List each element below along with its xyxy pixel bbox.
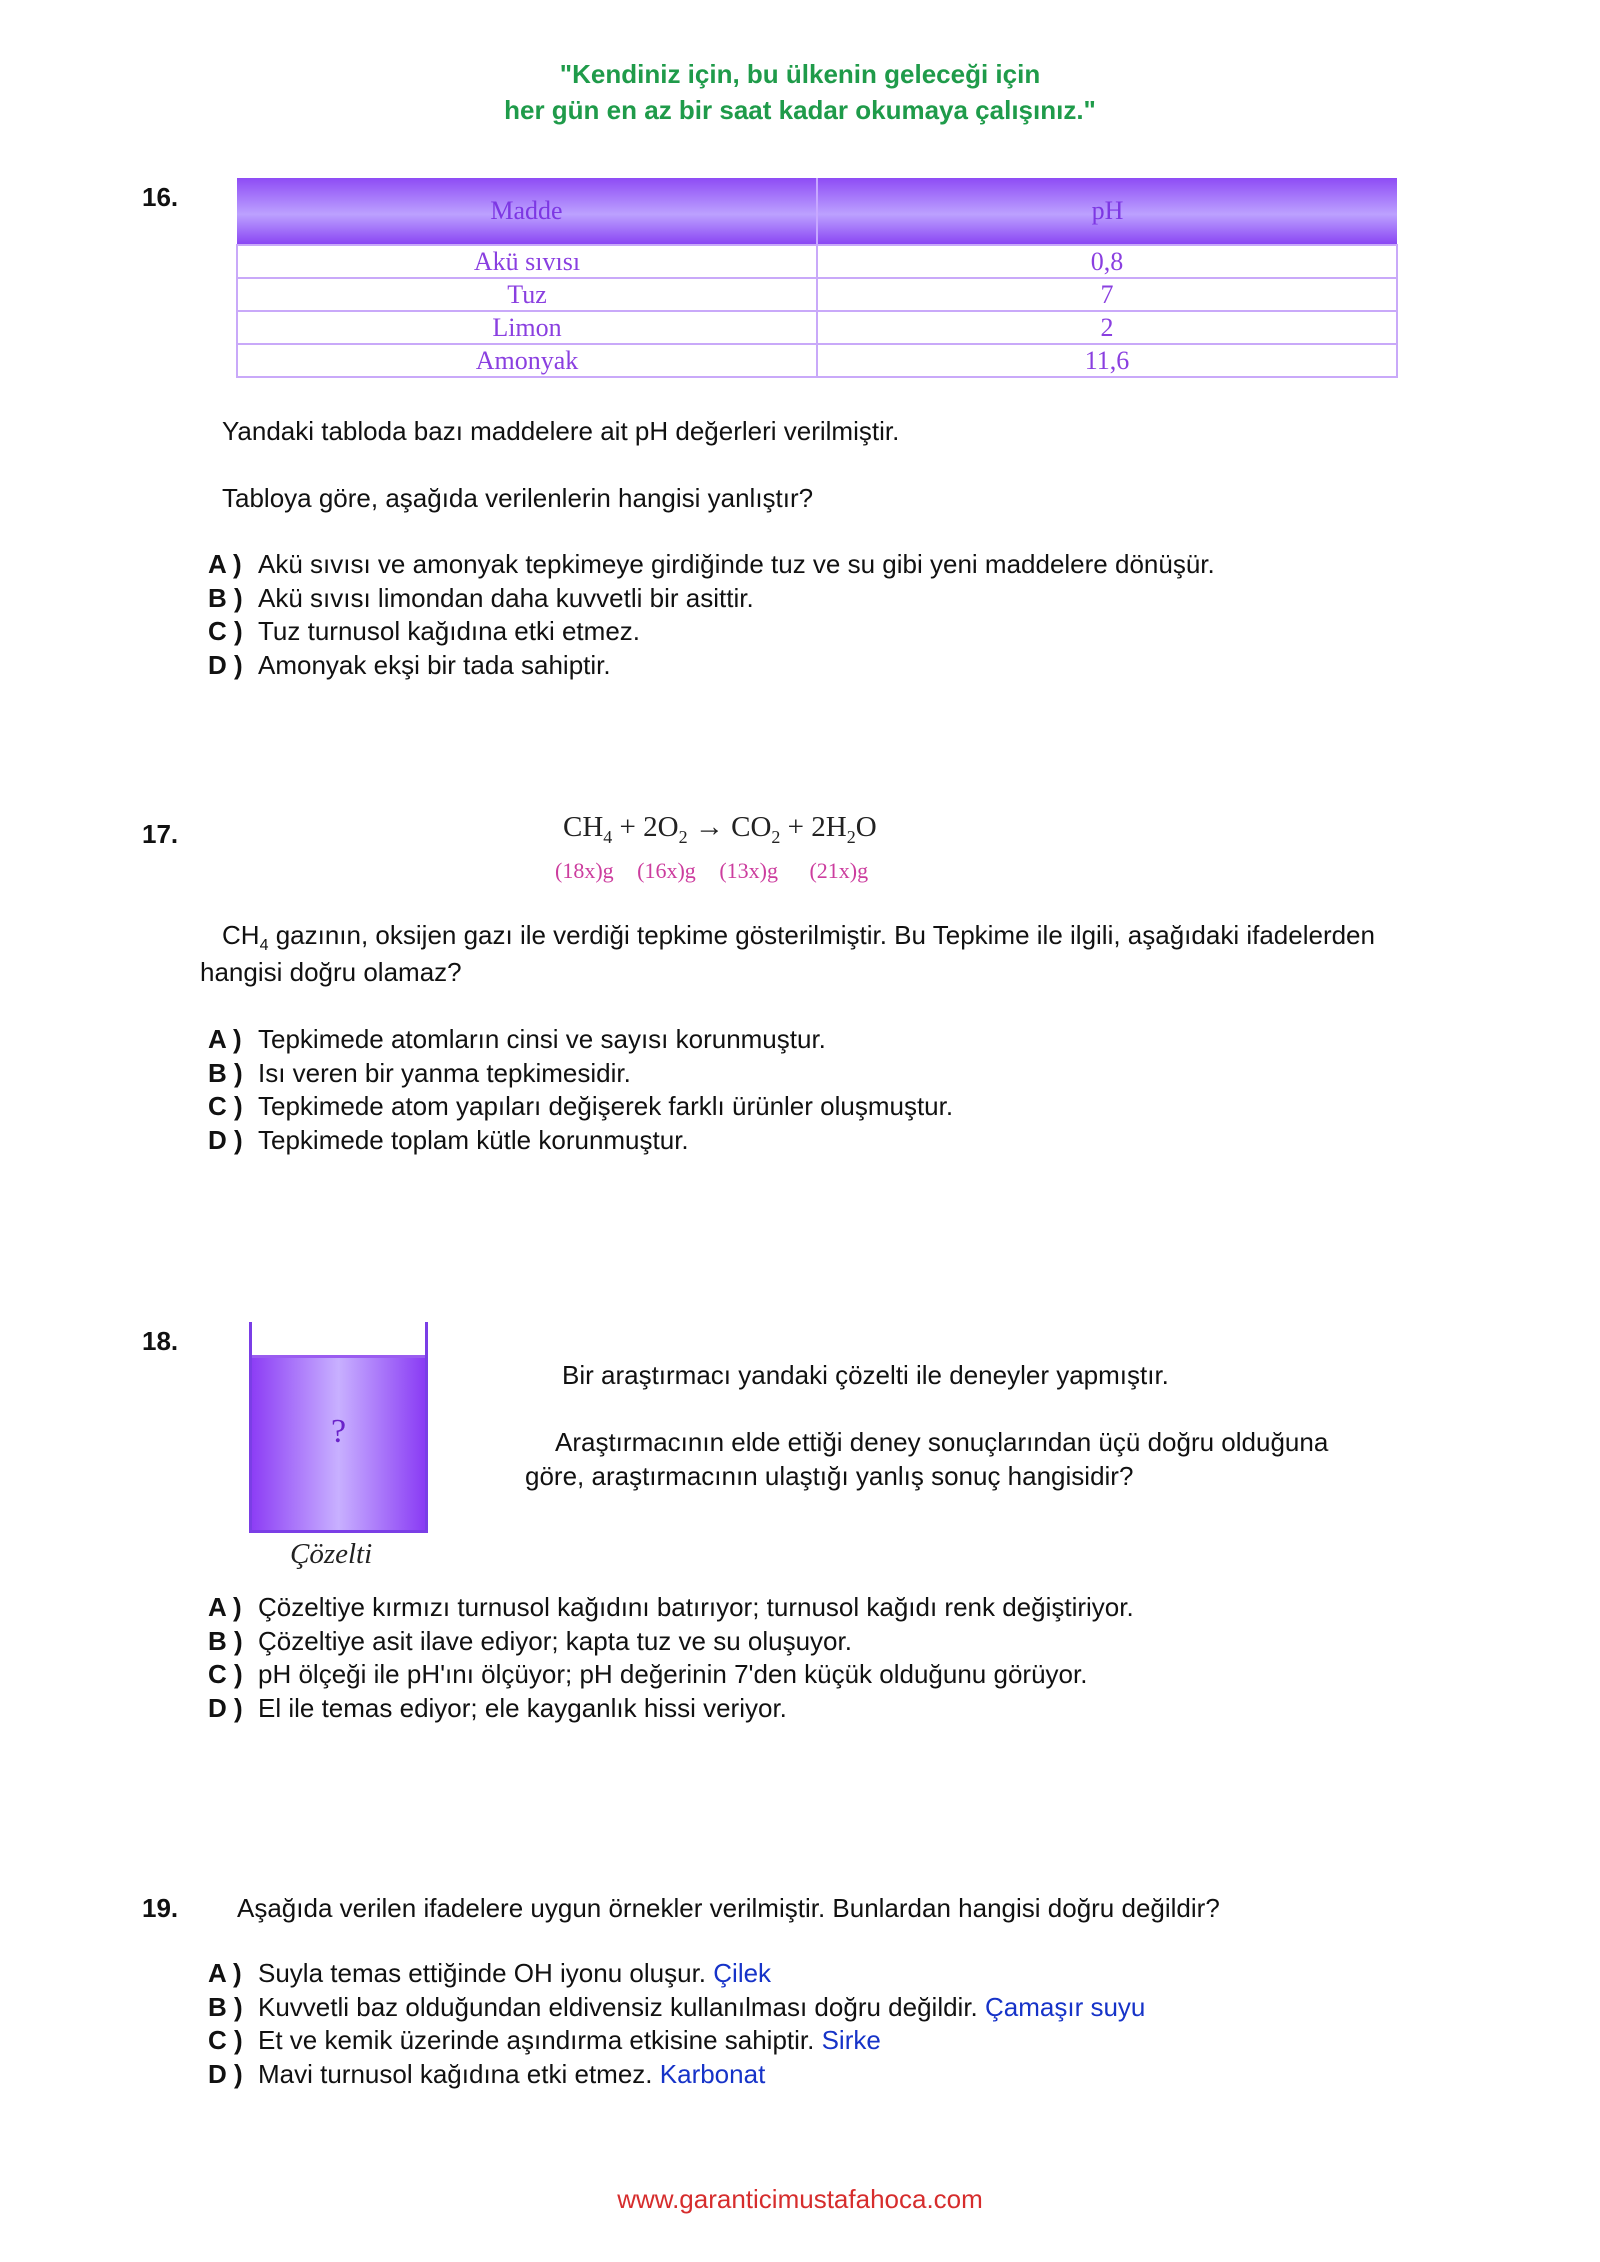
table-cell: 2 xyxy=(817,311,1397,344)
option-letter: B ) xyxy=(208,1991,243,2022)
option-letter: A ) xyxy=(208,549,242,579)
option-text: Tepkimede atom yapıları değişerek farklı ürünler oluşmuştur. xyxy=(258,1091,954,1121)
option-d[interactable] xyxy=(208,1124,953,1158)
option-text: Mavi turnusol kağıdına etki etmez. xyxy=(258,2058,653,2089)
option-text: Tuz turnusol kağıdına etki etmez. xyxy=(258,616,641,646)
option-d[interactable] xyxy=(208,1692,1134,1726)
question-18-prompt-line1: Araştırmacının elde ettiği deney sonuçlarından üçü doğru olduğuna xyxy=(555,1427,1329,1457)
motto-line-2: her gün en az bir saat kadar okumaya çalışınız." xyxy=(504,95,1096,125)
eq-term: + 2O xyxy=(619,811,679,843)
solution-liquid xyxy=(252,1355,425,1530)
option-letter: C ) xyxy=(208,2025,243,2055)
beaker xyxy=(249,1322,428,1533)
option-text: pH ölçeği ile pH'ını ölçüyor; pH değerinin 7'den küçük olduğunu görüyor. xyxy=(258,1659,1088,1689)
option-a[interactable] xyxy=(208,1957,1145,1991)
option-c[interactable] xyxy=(208,1090,953,1124)
question-18-number: 18. xyxy=(142,1326,179,1356)
option-letter: B ) xyxy=(208,582,243,613)
option-c[interactable] xyxy=(208,2024,1145,2058)
option-text: Çözeltiye asit ilave ediyor; kapta tuz ve su oluşuyor. xyxy=(258,1625,852,1656)
option-a[interactable] xyxy=(208,1023,953,1057)
option-b[interactable] xyxy=(208,1057,953,1091)
unknown-mark: ? xyxy=(330,1413,347,1450)
formula-sub: 4 xyxy=(259,937,269,955)
option-b[interactable] xyxy=(208,1991,1145,2025)
eq-sub: 4 xyxy=(603,826,613,847)
option-a[interactable] xyxy=(208,548,1215,582)
option-example: Çamaşır suyu xyxy=(985,1991,1146,2022)
table-cell: Limon xyxy=(237,311,817,344)
question-19-number: 19. xyxy=(142,1893,179,1923)
question-17-number: 17. xyxy=(142,819,179,849)
option-b[interactable] xyxy=(208,582,1215,616)
eq-term: + 2H xyxy=(787,811,847,843)
question-19-options xyxy=(208,1957,1145,2091)
table-row xyxy=(237,311,1397,344)
table-cell: 0,8 xyxy=(817,245,1397,278)
eq-term: O xyxy=(855,811,877,843)
question-17-text-line2: hangisi doğru olamaz? xyxy=(200,957,462,987)
option-b[interactable] xyxy=(208,1625,1134,1659)
question-19-text: Aşağıda verilen ifadelere uygun örnekler verilmiştir. Bunlardan hangisi doğru değildir? xyxy=(237,1893,1220,1923)
table-header-substance: Madde xyxy=(237,178,817,245)
table-cell: 7 xyxy=(817,278,1397,311)
question-18-options xyxy=(208,1591,1134,1725)
eq-term: CH xyxy=(563,811,604,843)
footer-website[interactable]: www.garanticimustafahoca.com xyxy=(617,2184,983,2214)
table-header-ph: pH xyxy=(817,178,1397,245)
option-letter: D ) xyxy=(208,1692,243,1723)
option-example: Sirke xyxy=(821,2025,881,2055)
mass-labels xyxy=(555,858,886,884)
table-cell: Akü sıvısı xyxy=(237,245,817,278)
table-row xyxy=(237,344,1397,377)
option-text: Tepkimede toplam kütle korunmuştur. xyxy=(258,1124,689,1155)
option-letter: D ) xyxy=(208,649,243,680)
ph-table xyxy=(236,178,1398,378)
option-text: Suyla temas ettiğinde OH iyonu oluşur. xyxy=(258,1958,707,1988)
option-letter: A ) xyxy=(208,1592,242,1622)
option-letter: C ) xyxy=(208,616,243,646)
option-text: Akü sıvısı limondan daha kuvvetli bir asittir. xyxy=(258,582,754,613)
question-16-number: 16. xyxy=(142,182,179,212)
option-text: Kuvvetli baz olduğundan eldivensiz kullanılması doğru değildir. xyxy=(258,1991,978,2022)
eq-sub: 2 xyxy=(678,826,688,847)
mass-label: (13x)g xyxy=(719,858,778,883)
option-letter: B ) xyxy=(208,1057,243,1088)
question-16-intro: Yandaki tabloda bazı maddelere ait pH değerleri verilmiştir. xyxy=(222,416,900,446)
table-cell: Amonyak xyxy=(237,344,817,377)
option-example: Çilek xyxy=(713,1958,772,1988)
eq-term: CO xyxy=(731,811,772,843)
option-d[interactable] xyxy=(208,649,1215,683)
question-16-prompt: Tabloya göre, aşağıda verilenlerin hangisi yanlıştır? xyxy=(222,483,814,513)
eq-sub: 2 xyxy=(771,826,781,847)
option-letter: A ) xyxy=(208,1958,242,1988)
option-c[interactable] xyxy=(208,615,1215,649)
option-text: Akü sıvısı ve amonyak tepkimeye girdiğinde tuz ve su gibi yeni maddelere dönüşür. xyxy=(258,549,1215,579)
option-c[interactable] xyxy=(208,1658,1134,1692)
mass-label: (16x)g xyxy=(637,858,696,883)
option-letter: D ) xyxy=(208,1124,243,1155)
table-cell: 11,6 xyxy=(817,344,1397,377)
mass-label: (21x)g xyxy=(809,858,869,883)
option-a[interactable] xyxy=(208,1591,1134,1625)
option-example: Karbonat xyxy=(659,2058,766,2089)
option-text: Tepkimede atomların cinsi ve sayısı korunmuştur. xyxy=(258,1024,826,1054)
table-row xyxy=(237,245,1397,278)
table-cell: Tuz xyxy=(237,278,817,311)
option-letter: B ) xyxy=(208,1625,243,1656)
option-d[interactable] xyxy=(208,2058,1145,2092)
option-text: Amonyak ekşi bir tada sahiptir. xyxy=(258,649,611,680)
option-letter: C ) xyxy=(208,1091,243,1121)
option-text: Isı veren bir yanma tepkimesidir. xyxy=(258,1057,631,1088)
question-18-prompt-line2: göre, araştırmacının ulaştığı yanlış sonuç hangisidir? xyxy=(525,1461,1134,1491)
question-17-text-rest: gazının, oksijen gazı ile verdiği tepkime gösterilmiştir. Bu Tepkime ile ilgili, aşağıdaki ifadelerden xyxy=(268,920,1375,950)
reaction-arrow-icon: → xyxy=(694,811,724,843)
option-letter: A ) xyxy=(208,1024,242,1054)
option-letter: D ) xyxy=(208,2058,243,2089)
question-16-options xyxy=(208,548,1215,682)
question-18-intro: Bir araştırmacı yandaki çözelti ile deneyler yapmıştır. xyxy=(562,1360,1169,1390)
reaction-equation xyxy=(563,811,877,848)
option-text: El ile temas ediyor; ele kayganlık hissi veriyor. xyxy=(258,1692,787,1723)
mass-label: (18x)g xyxy=(555,858,614,883)
question-17-options xyxy=(208,1023,953,1157)
motto-line-1: "Kendiniz için, bu ülkenin geleceği için xyxy=(559,59,1041,89)
formula-ch: CH xyxy=(222,920,260,950)
option-text: Et ve kemik üzerinde aşındırma etkisine sahiptir. xyxy=(258,2025,815,2055)
eq-sub: 2 xyxy=(846,826,856,847)
option-letter: C ) xyxy=(208,1659,243,1689)
table-row xyxy=(237,278,1397,311)
beaker-label: Çözelti xyxy=(290,1538,373,1570)
option-text: Çözeltiye kırmızı turnusol kağıdını batırıyor; turnusol kağıdı renk değiştiriyor. xyxy=(258,1592,1134,1622)
